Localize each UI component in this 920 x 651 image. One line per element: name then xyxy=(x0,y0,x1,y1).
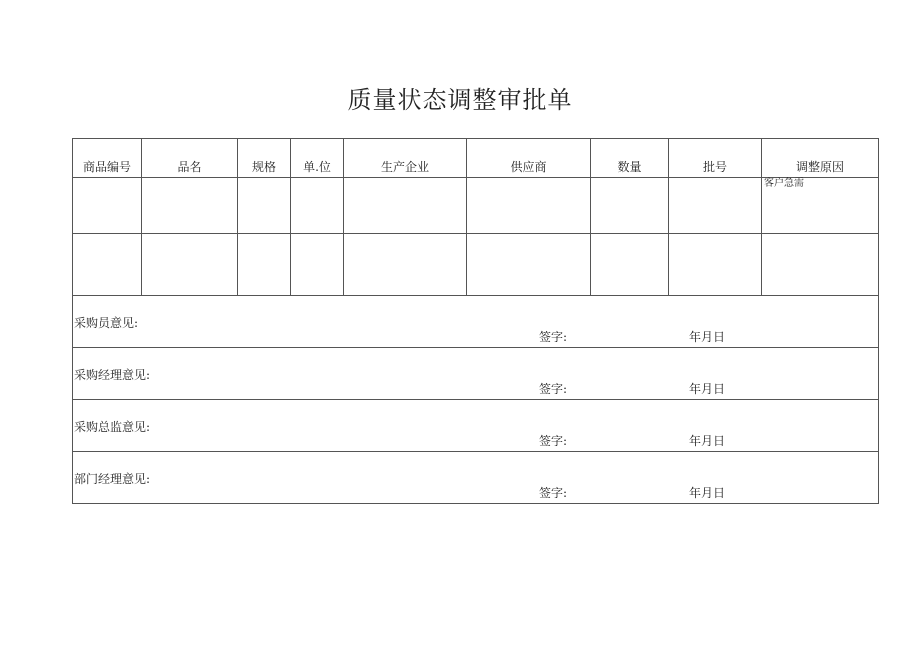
header-manufacturer: 生产企业 xyxy=(344,139,467,178)
signature-label: 签字: xyxy=(539,486,568,500)
document-title: 质量状态调整审批单 xyxy=(347,86,573,114)
cell-supplier[interactable] xyxy=(467,178,591,234)
opinion-cell[interactable] xyxy=(73,400,879,452)
cell-unit[interactable] xyxy=(291,234,344,296)
opinion-row-purchasing-manager xyxy=(73,348,879,400)
opinion-row-purchasing-director xyxy=(73,400,879,452)
header-quantity: 数量 xyxy=(591,139,669,178)
date-label: 年月日 xyxy=(689,486,726,500)
signature-label: 签字: xyxy=(539,382,568,396)
cell-product-name[interactable] xyxy=(142,178,238,234)
opinion-label: 采购总监意见: xyxy=(74,420,151,434)
cell-adjust-reason[interactable] xyxy=(762,234,879,296)
opinion-row-department-manager xyxy=(73,452,879,504)
cell-item-code[interactable] xyxy=(73,178,142,234)
date-label: 年月日 xyxy=(689,382,726,396)
date-label: 年月日 xyxy=(689,434,726,448)
cell-item-code[interactable] xyxy=(73,234,142,296)
cell-manufacturer[interactable] xyxy=(344,234,467,296)
cell-quantity[interactable] xyxy=(591,178,669,234)
signature-label: 签字: xyxy=(539,330,568,344)
opinion-label: 采购员意见: xyxy=(74,316,139,330)
header-unit: 单.位 xyxy=(291,139,344,178)
cell-spec[interactable] xyxy=(238,234,291,296)
header-product-name: 品名 xyxy=(142,139,238,178)
cell-spec[interactable] xyxy=(238,178,291,234)
opinion-label: 部门经理意见: xyxy=(74,472,151,486)
cell-supplier[interactable] xyxy=(467,234,591,296)
header-adjust-reason: 调整原因 xyxy=(762,139,879,178)
header-batch-number: 批号 xyxy=(669,139,762,178)
cell-manufacturer[interactable] xyxy=(344,178,467,234)
header-item-code: 商品编号 xyxy=(73,139,142,178)
opinion-cell[interactable] xyxy=(73,348,879,400)
adjust-reason-text: 客户急需 xyxy=(764,178,804,189)
cell-batch-number[interactable] xyxy=(669,178,762,234)
approval-form-table xyxy=(72,138,879,504)
opinion-row-purchaser xyxy=(73,296,879,348)
opinion-cell[interactable] xyxy=(73,452,879,504)
cell-batch-number[interactable] xyxy=(669,234,762,296)
opinion-cell[interactable] xyxy=(73,296,879,348)
date-label: 年月日 xyxy=(689,330,726,344)
cell-quantity[interactable] xyxy=(591,234,669,296)
cell-unit[interactable] xyxy=(291,178,344,234)
header-supplier: 供应商 xyxy=(467,139,591,178)
cell-adjust-reason[interactable] xyxy=(762,178,879,234)
signature-label: 签字: xyxy=(539,434,568,448)
cell-product-name[interactable] xyxy=(142,234,238,296)
table-row xyxy=(73,234,879,296)
header-row xyxy=(73,139,879,178)
table-row xyxy=(73,178,879,234)
header-spec: 规格 xyxy=(238,139,291,178)
opinion-label: 采购经理意见: xyxy=(74,368,151,382)
